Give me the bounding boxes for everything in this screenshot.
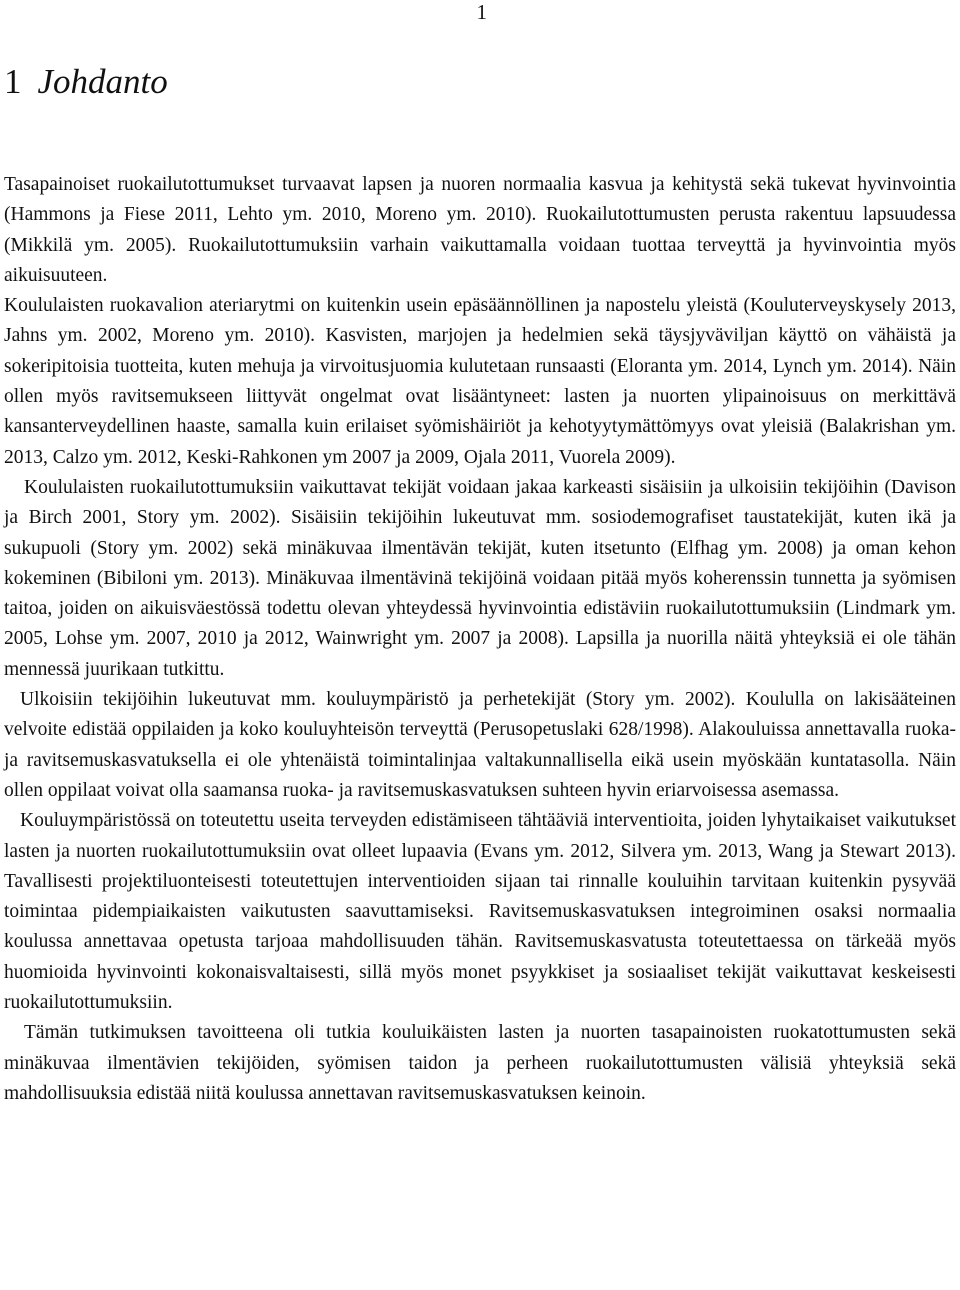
paragraph: Tämän tutkimuksen tavoitteena oli tutkia kouluikäisten lasten ja nuorten tasapainoisten ruokatottumusten sekä minäkuvaa ilmentävien tekijöiden, syömisen taidon ja perheen ruokailutottumusten välisiä yhteyksiä sekä mahdollisuuksia edistää niitä koulussa annettavan ravitsemuskasvatuksen keinoin.: [4, 1022, 956, 1104]
body-text: [4, 170, 956, 1109]
paragraph: Kouluympäristössä on toteutettu useita terveyden edistämiseen tähtääviä interventioita, joiden lyhytaikaiset vaikutukset lasten ja nuorten ruokailutottumuksiin ovat olleet lupaavia (Evans ym. 2012, Silvera ym. 2013, Wang ja Stewart 2013). Tavallisesti projektiluonteisesti toteutettujen interventioiden sijaan tai rinnalle kouluihin tarvitaan kuitenkin pysyvää toimintaa pidempiaikaisten vaikutusten saavuttamiseksi. Ravitsemuskasvatuksen integroiminen osaksi normaalia koulussa annettavaa opetusta tarjoaa mahdollisuuden tähän. Ravitsemuskasvatusta toteutettaessa on tärkeää myös huomioida hyvinvointi kokonaisvaltaisesti, sillä myös monet psyykkiset ja sosiaaliset tekijät vaikuttavat keskeisesti ruokailutottumuksiin.: [4, 810, 956, 1014]
chapter-title: Johdanto: [37, 62, 168, 101]
chapter-heading: [4, 60, 168, 104]
paragraph: Koululaisten ruokailutottumuksiin vaikuttavat tekijät voidaan jakaa karkeasti sisäisiin ja ulkoisiin tekijöihin (Davison ja Birch 2001, Story ym. 2002). Sisäisiin tekijöihin lukeutuvat mm. sosiodemografiset taustatekijät, kuten ikä ja sukupuoli (Story ym. 2002) sekä minäkuvaa ilmentävän tekijät, kuten itsetunto (Elfhag ym. 2008) ja oman kehon kokeminen (Bibiloni ym. 2013). Minäkuvaa ilmentävinä tekijöinä voidaan pitää myös koherenssin tunnetta ja syömisen taitoa, joiden on aikuisväestössä todettu olevan yhteydessä hyvinvointia edistäviin ruokailutottumuksiin (Lindmark ym. 2005, Lohse ym. 2007, 2010 ja 2012, Wainwright ym. 2007 ja 2008). Lapsilla ja nuorilla näitä yhteyksiä ei ole tähän mennessä juurikaan tutkittu.: [4, 476, 956, 680]
chapter-number: 1: [4, 62, 22, 101]
paragraph: Tasapainoiset ruokailutottumukset turvaavat lapsen ja nuoren normaalia kasvua ja kehitystä sekä tukevat hyvinvointia (Hammons ja Fiese 2011, Lehto ym. 2010, Moreno ym. 2010). Ruokailutottumusten perusta rakentuu lapsuudessa (Mikkilä ym. 2005). Ruokailutottumuksiin varhain vaikuttamalla voidaan tuottaa terveyttä ja hyvinvointia myös aikuisuuteen.: [4, 174, 956, 286]
paragraph: Koululaisten ruokavalion ateriarytmi on kuitenkin usein epäsäännöllinen ja napostelu yleistä (Kouluterveyskysely 2013, Jahns ym. 2002, Moreno ym. 2010). Kasvisten, marjojen ja hedelmien sekä täysjyväviljan käyttö on vähäistä ja sokeripitoisia tuotteita, kuten mehuja ja virvoitusjuomia kulutetaan runsaasti (Eloranta ym. 2014, Lynch ym. 2014). Näin ollen myös ravitsemukseen liittyvät ongelmat ovat lisääntyneet: lasten ja nuorten ylipainoisuus on merkittävä kansanterveydellinen haaste, samalla kuin erilaiset syömishäiriöt ja kehotyytymättömyys ovat yleisiä (Balakrishan ym. 2013, Calzo ym. 2012, Keski-Rahkonen ym 2007 ja 2009, Ojala 2011, Vuorela 2009).: [4, 295, 956, 468]
paragraph: Ulkoisiin tekijöihin lukeutuvat mm. kouluympäristö ja perhetekijät (Story ym. 2002). Koululla on lakisääteinen velvoite edistää oppilaiden ja koko kouluyhteisön terveyttä (Perusopetuslaki 628/1998). Alakouluissa annettavalla ruoka- ja ravitsemuskasvatuksella ei ole yhtenäistä toimintalinjaa valtakunnallisella eikä usein myöskään kuntatasolla. Näin ollen oppilaat voivat olla saamansa ruoka- ja ravitsemuskasvatuksen suhteen hyvin eriarvoisessa asemassa.: [4, 689, 956, 801]
page-number: 1: [476, 0, 487, 24]
